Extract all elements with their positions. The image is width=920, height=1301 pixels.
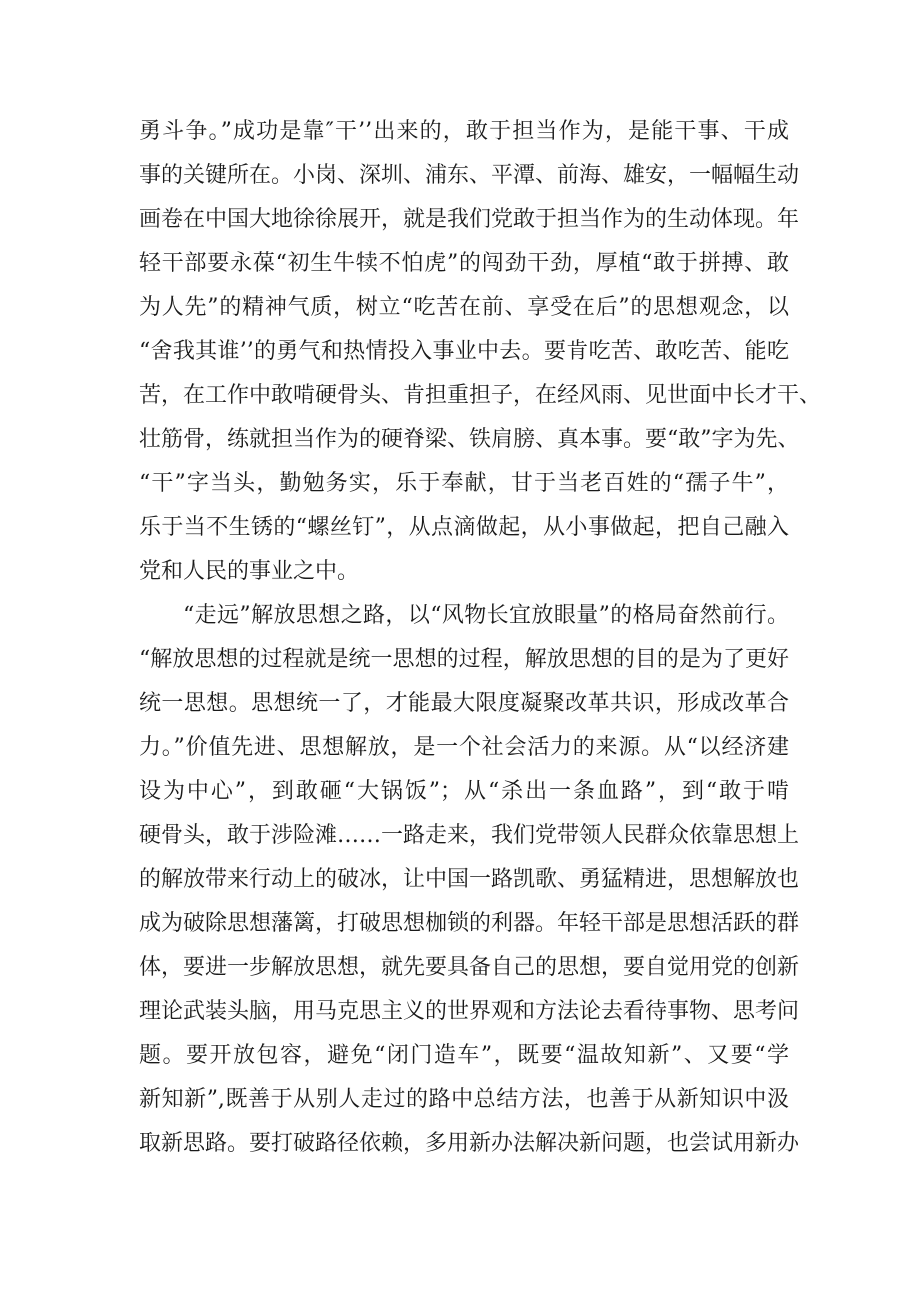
paragraph-1 [139, 110, 822, 594]
body-text [139, 110, 822, 1166]
text-line: 理论武装头脑，用马克思主义的世界观和方法论去看待事物、思考问 [139, 999, 800, 1024]
text-line: 苦，在工作中敢啃硬骨头、肯担重担子，在经风雨、见世面中长才干、 [139, 383, 822, 408]
text-line: 取新思路。要打破路径依赖，多用新办法解决新问题，也尝试用新办 [139, 1131, 800, 1156]
text-line: 的解放带来行动上的破冰，让中国一路凯歌、勇猛精进，思想解放也 [139, 867, 800, 892]
text-line: 成为破除思想藩篱，打破思想枷锁的利器。年轻干部是思想活跃的群 [139, 911, 800, 936]
text-line: 壮筋骨，练就担当作为的硬脊梁、铁肩膀、真本事。要“敢”字为先、 [139, 427, 800, 452]
text-line: 画卷在中国大地徐徐展开，就是我们党敢于担当作为的生动体现。年 [139, 207, 800, 232]
text-line: 体，要进一步解放思想，就先要具备自己的思想，要自觉用党的创新 [139, 955, 800, 980]
text-line: 设为中心”，到敢砸“大锅饭”；从“杀出一条血路”，到“敢于啃 [139, 779, 789, 804]
text-line: 党和人民的事业之中。 [139, 559, 360, 584]
text-line: 勇斗争。”成功是靠″干’’出来的，敢于担当作为，是能干事、干成 [139, 119, 789, 144]
text-line: “走远”解放思想之路，以“风物长宜放眼量”的格局奋然前行。 [183, 603, 789, 628]
text-line: “解放思想的过程就是统一思想的过程，解放思想的目的是为了更好 [139, 647, 789, 672]
text-line: “舍我其谁’’的勇气和热情投入事业中去。要肯吃苦、敢吃苦、能吃 [139, 339, 789, 364]
text-line: 力。”价值先进、思想解放，是一个社会活力的来源。从“以经济建 [139, 735, 789, 760]
text-line: 题。要开放包容，避免“闭门造车”，既要“温故知新”、又要“学 [139, 1043, 789, 1068]
text-line: 硬骨头，敢于涉险滩……一路走来，我们党带领人民群众依靠思想上 [139, 823, 800, 848]
text-line: 事的关键所在。小岗、深圳、浦东、平潭、前海、雄安，一幅幅生动 [139, 163, 800, 188]
text-line: 新知新”,既善于从别人走过的路中总结方法，也善于从新知识中汲 [139, 1087, 789, 1112]
text-line: “干”字当头，勤勉务实，乐于奉献，甘于当老百姓的“孺子牛”， [139, 471, 789, 496]
text-line: 乐于当不生锈的“螺丝钉”，从点滴做起，从小事做起，把自己融入 [139, 515, 789, 540]
text-line: 统一思想。思想统一了，才能最大限度凝聚改革共识，形成改革合 [139, 691, 789, 716]
text-line: 为人先”的精神气质，树立“吃苦在前、享受在后”的思想观念，以 [139, 295, 789, 320]
paragraph-2 [139, 594, 800, 1166]
text-line: 轻干部要永葆“初生牛犊不怕虎”的闯劲干劲，厚植“敢于拼搏、敢 [139, 251, 789, 276]
